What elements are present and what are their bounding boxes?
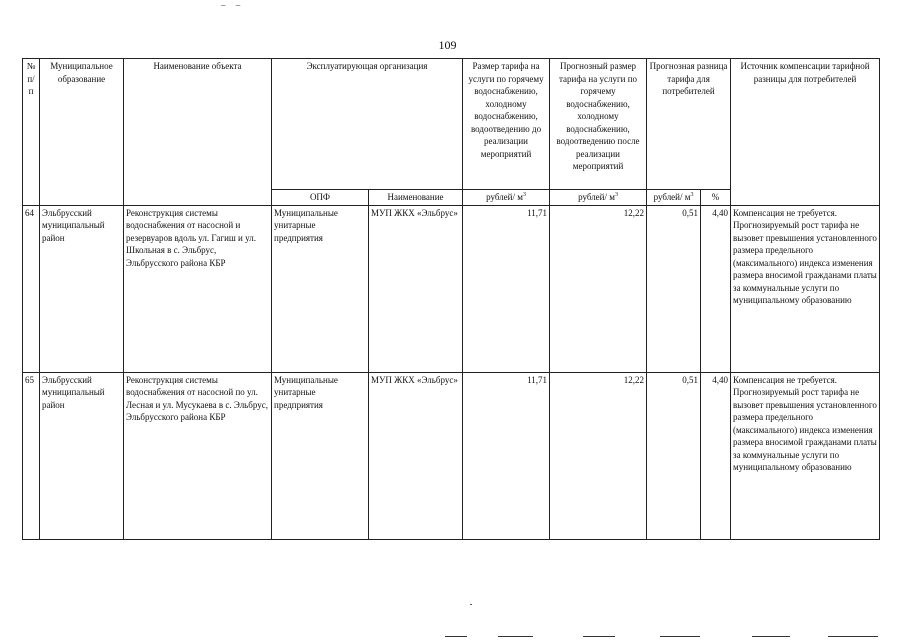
- header-org-name: Наименование: [369, 190, 463, 206]
- row-object: Реконструкция системы водоснабжения от насосной по ул. Лесная и ул. Мусукаева в с. Эльбрус, Эльбрусского района КБР: [124, 372, 272, 539]
- header-diff-unit-rub: рублей/ $м^3$: [647, 190, 701, 206]
- header-org: Эксплуатирующая организация: [272, 59, 463, 190]
- header-municipality: Муниципальное образование: [40, 59, 124, 206]
- top-marks: – –: [221, 0, 245, 10]
- header-org-opf: ОПФ: [272, 190, 369, 206]
- row-tariff-forecast: 12,22: [550, 205, 647, 372]
- row-source: Компенсация не требуется. Прогнозируемый рост тарифа не вызовет превышения установленного размера предельного (максимального) индекса изменения размера вносимой гражданами платы за коммунальные услуги по муниципальному образованию: [731, 372, 880, 539]
- scan-speck: [470, 604, 472, 605]
- row-tariff-now: 11,71: [463, 372, 550, 539]
- row-org-name: МУП ЖКХ «Эльбрус»: [369, 372, 463, 539]
- row-org-name: МУП ЖКХ «Эльбрус»: [369, 205, 463, 372]
- header-diff-unit-pct: %: [701, 190, 731, 206]
- header-no: № п/п: [23, 59, 40, 206]
- header-row-main: [23, 59, 880, 190]
- row-municipality: Эльбрусский муниципальный район: [40, 205, 124, 372]
- row-diff-rub: 0,51: [647, 372, 701, 539]
- header-source: Источник компенсации тарифной разницы для потребителей: [731, 59, 880, 206]
- row-diff-pct: 4,40: [701, 205, 731, 372]
- row-diff-pct: 4,40: [701, 372, 731, 539]
- row-source: Компенсация не требуется. Прогнозируемый рост тарифа не вызовет превышения установленного размера предельного (максимального) индекса изменения размера вносимой гражданами платы за коммунальные услуги по муниципальному образованию: [731, 205, 880, 372]
- row-tariff-now: 11,71: [463, 205, 550, 372]
- tariff-table: [22, 58, 880, 540]
- header-diff: Прогнозная разница тарифа для потребителей: [647, 59, 731, 190]
- row-no: 64: [23, 205, 40, 372]
- header-tariff-forecast-unit: рублей/ $м^3$: [550, 190, 647, 206]
- header-tariff-now: Размер тарифа на услуги по горячему водоснабжению, холодному водоснабжению, водоотведению до реализации мероприятий: [463, 59, 550, 190]
- table-row: [23, 205, 880, 372]
- row-tariff-forecast: 12,22: [550, 372, 647, 539]
- row-municipality: Эльбрусский муниципальный район: [40, 372, 124, 539]
- table-row: [23, 372, 880, 539]
- header-tariff-now-unit: рублей/ $м^3$: [463, 190, 550, 206]
- row-diff-rub: 0,51: [647, 205, 701, 372]
- row-object: Реконструкция системы водоснабжения от насосной и резервуаров вдоль ул. Гагиш и ул. Школьная в с. Эльбрус, Эльбрусского района КБР: [124, 205, 272, 372]
- row-opf: Муниципальные унитарные предприятия: [272, 205, 369, 372]
- row-opf: Муниципальные унитарные предприятия: [272, 372, 369, 539]
- page-number: 109: [438, 38, 457, 52]
- header-object: Наименование объекта: [124, 59, 272, 206]
- row-no: 65: [23, 372, 40, 539]
- header-tariff-forecast: Прогнозный размер тарифа на услуги по горячему водоснабжению, холодному водоснабжению, водоотведению после реализации мероприятий: [550, 59, 647, 190]
